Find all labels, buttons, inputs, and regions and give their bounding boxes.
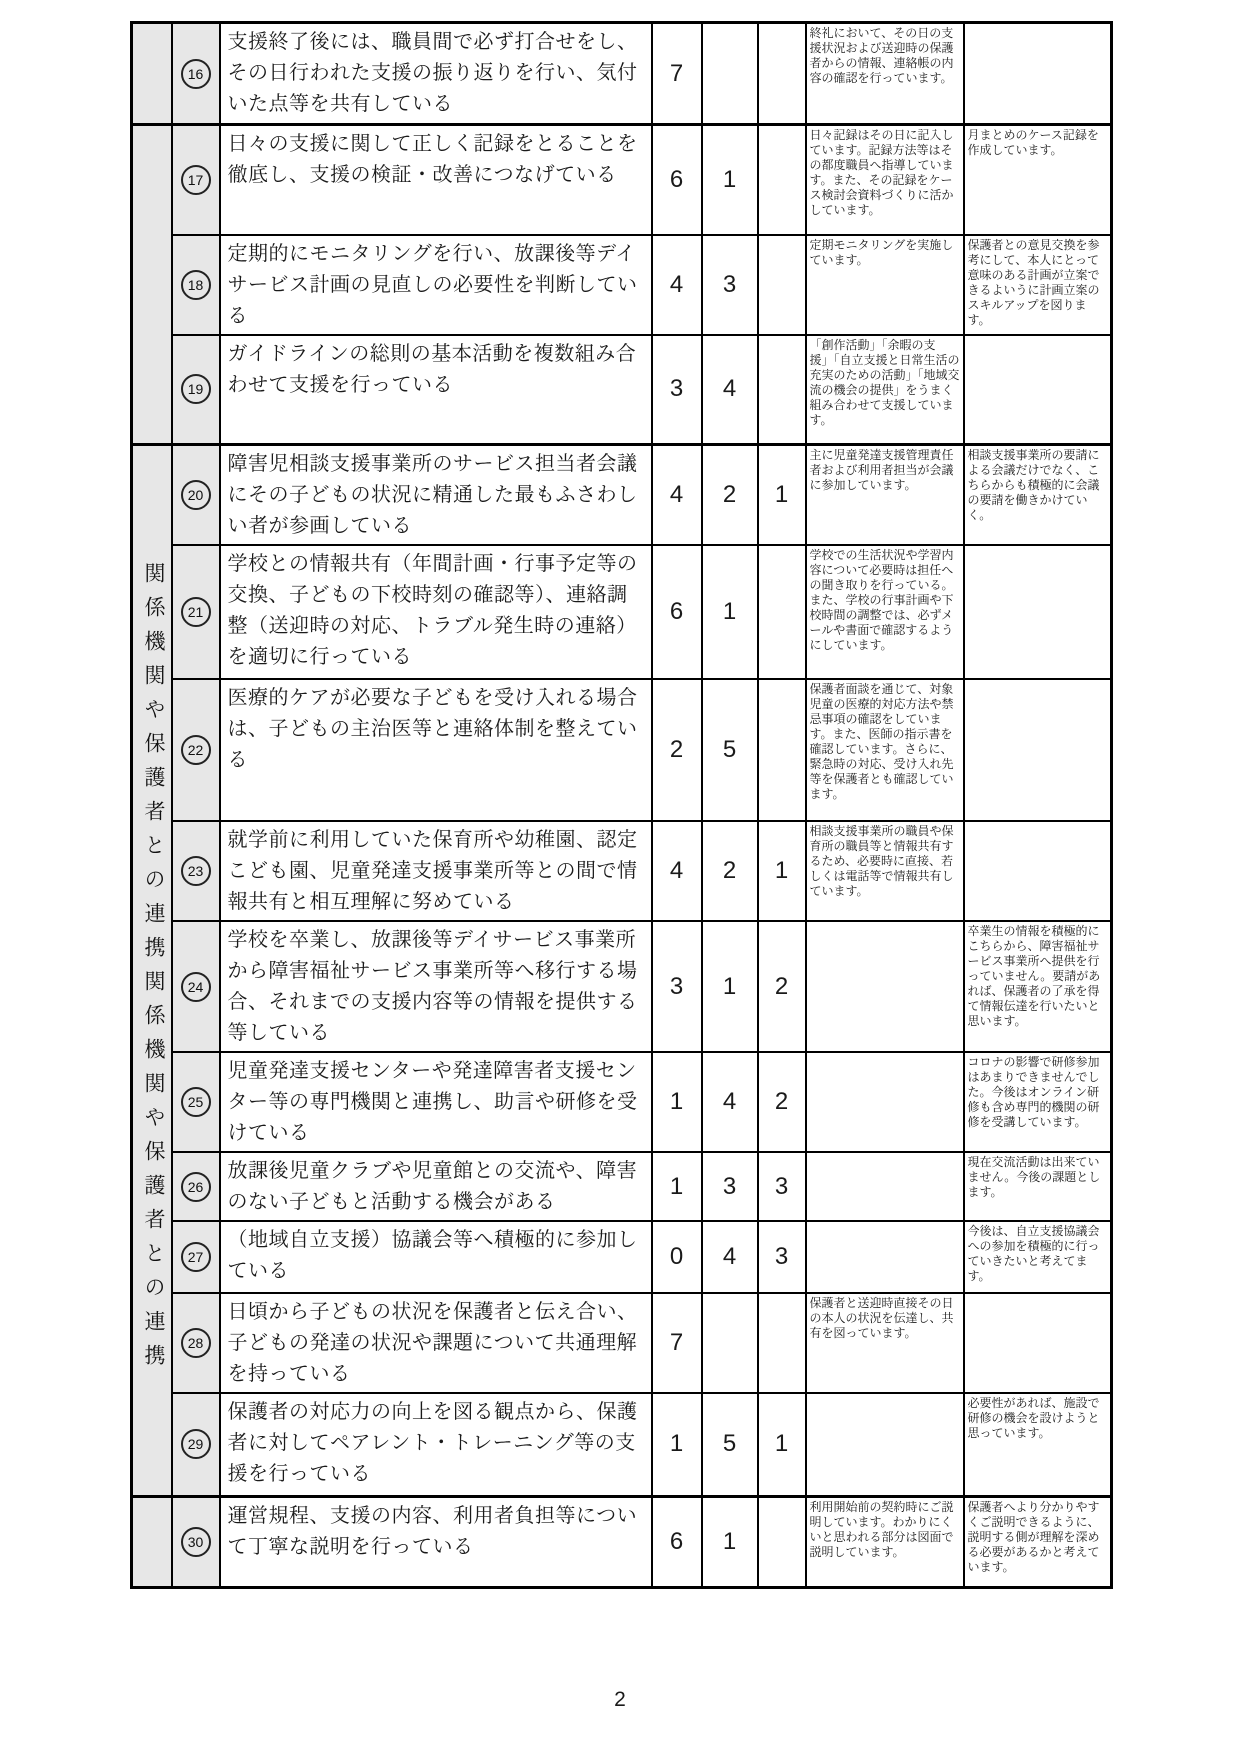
comment-1-cell: 終礼において、その日の支援状況および送迎時の保護者からの情報、連絡帳の内容の確認を行っています。: [806, 23, 964, 125]
question-text: 日頃から子どもの状況を保護者と伝え合い、子どもの発達の状況や課題について共通理解を持っている: [220, 1293, 652, 1393]
item-number-badge: 20: [181, 480, 211, 510]
table-row: [132, 1052, 1112, 1152]
count-2: 1: [702, 125, 758, 235]
table-row: [132, 235, 1112, 335]
item-number-cell: [172, 545, 220, 679]
item-number-badge: 25: [181, 1087, 211, 1117]
count-3: [758, 335, 806, 445]
comment-1-cell: [806, 1221, 964, 1293]
comment-1-cell: 「創作活動」「余暇の支援」「自立支援と日常生活の充実のための活動」「地域交流の機会の提供」をうまく組み合わせて支援しています。: [806, 335, 964, 445]
item-number-badge: 27: [181, 1242, 211, 1272]
count-3: 2: [758, 1052, 806, 1152]
table-row: [132, 1496, 1112, 1587]
count-1: 6: [652, 1496, 702, 1587]
item-number-badge: 16: [181, 59, 211, 89]
count-3: 1: [758, 1393, 806, 1496]
comment-1-cell: 相談支援事業所の職員や保育所の職員等と情報共有するため、必要時に直接、若しくは電話等で情報共有しています。: [806, 821, 964, 921]
count-2: 4: [702, 1052, 758, 1152]
comment-2-cell: 保護者へより分かりやすくご説明できるように、説明する側が理解を深める必要があるかと考えています。: [964, 1496, 1112, 1587]
count-1: 7: [652, 23, 702, 125]
count-2: 2: [702, 445, 758, 546]
question-text: 児童発達支援センターや発達障害者支援センター等の専門機関と連携し、助言や研修を受けている: [220, 1052, 652, 1152]
comment-2-cell: [964, 679, 1112, 821]
item-number-cell: [172, 23, 220, 125]
comment-1-cell: 利用開始前の契約時にご説明しています。わかりにくいと思われる部分は図面で説明しています。: [806, 1496, 964, 1587]
count-2: 1: [702, 921, 758, 1052]
item-number-cell: [172, 1052, 220, 1152]
table-row: [132, 125, 1112, 235]
item-number-badge: 26: [181, 1172, 211, 1202]
item-number-badge: 29: [181, 1429, 211, 1459]
comment-1-cell: [806, 921, 964, 1052]
count-3: 2: [758, 921, 806, 1052]
category-cell: [132, 1496, 172, 1587]
comment-2-cell: [964, 545, 1112, 679]
item-number-cell: [172, 1393, 220, 1496]
self-evaluation-table: [130, 21, 1113, 1589]
count-1: 2: [652, 679, 702, 821]
table-row: [132, 1152, 1112, 1221]
item-number-cell: [172, 679, 220, 821]
category-cell: [132, 125, 172, 445]
count-3: [758, 235, 806, 335]
question-text: 運営規程、支援の内容、利用者負担等について丁寧な説明を行っている: [220, 1496, 652, 1587]
comment-1-cell: 日々記録はその日に記入しています。記録方法等はその都度職員へ指導しています。また、その記録をケース検討会資料づくりに活かしています。: [806, 125, 964, 235]
count-2: 1: [702, 1496, 758, 1587]
count-2: [702, 23, 758, 125]
count-3: [758, 23, 806, 125]
comment-1-cell: 主に児童発達支援管理責任者および利用者担当が会議に参加しています。: [806, 445, 964, 546]
question-text: 放課後児童クラブや児童館との交流や、障害のない子どもと活動する機会がある: [220, 1152, 652, 1221]
item-number-badge: 17: [181, 165, 211, 195]
item-number-cell: [172, 1221, 220, 1293]
table-row: [132, 545, 1112, 679]
item-number-badge: 23: [181, 856, 211, 886]
comment-2-cell: 相談支援事業所の要請による会議だけでなく、こちらからも積極的に会議の要請を働きかけていく。: [964, 445, 1112, 546]
question-text: （地域自立支援）協議会等へ積極的に参加している: [220, 1221, 652, 1293]
comment-2-cell: 月まとめのケース記録を作成しています。: [964, 125, 1112, 235]
count-1: 1: [652, 1152, 702, 1221]
count-2: 5: [702, 1393, 758, 1496]
count-1: 1: [652, 1393, 702, 1496]
item-number-badge: 28: [181, 1328, 211, 1358]
count-2: 4: [702, 335, 758, 445]
count-3: [758, 679, 806, 821]
item-number-badge: 18: [181, 270, 211, 300]
question-text: 学校との情報共有（年間計画・行事予定等の交換、子どもの下校時刻の確認等）、連絡調整（送迎時の対応、トラブル発生時の連絡）を適切に行っている: [220, 545, 652, 679]
count-2: 2: [702, 821, 758, 921]
table-row: [132, 23, 1112, 125]
count-1: 6: [652, 545, 702, 679]
comment-2-cell: 現在交流活動は出来ていません。今後の課題とします。: [964, 1152, 1112, 1221]
item-number-cell: [172, 125, 220, 235]
comment-1-cell: [806, 1152, 964, 1221]
count-2: 1: [702, 545, 758, 679]
item-number-badge: 24: [181, 972, 211, 1002]
category-cell: [132, 23, 172, 125]
table-row: [132, 1221, 1112, 1293]
question-text: 支援終了後には、職員間で必ず打合せをし、その日行われた支援の振り返りを行い、気付いた点等を共有している: [220, 23, 652, 125]
item-number-badge: 30: [181, 1527, 211, 1557]
item-number-cell: [172, 821, 220, 921]
count-3: 3: [758, 1152, 806, 1221]
count-3: [758, 545, 806, 679]
evaluation-sheet: [130, 21, 1113, 1589]
comment-2-cell: [964, 23, 1112, 125]
table-row: [132, 1393, 1112, 1496]
question-text: 障害児相談支援事業所のサービス担当者会議にその子どもの状況に精通した最もふさわしい者が参画している: [220, 445, 652, 546]
count-2: [702, 1293, 758, 1393]
item-number-badge: 19: [181, 374, 211, 404]
count-2: 3: [702, 235, 758, 335]
item-number-cell: [172, 235, 220, 335]
comment-1-cell: [806, 1393, 964, 1496]
table-row: [132, 1293, 1112, 1393]
comment-1-cell: 保護者面談を通じて、対象児童の医療的対応方法や禁忌事項の確認をしています。また、医師の指示書を確認しています。さらに、緊急時の対応、受け入れ先等を保護者とも確認しています。: [806, 679, 964, 821]
item-number-cell: [172, 921, 220, 1052]
question-text: ガイドラインの総則の基本活動を複数組み合わせて支援を行っている: [220, 335, 652, 445]
count-3: [758, 1293, 806, 1393]
item-number-cell: [172, 1293, 220, 1393]
count-3: [758, 125, 806, 235]
comment-2-cell: 今後は、自立支援協議会への参加を積極的に行っていきたいと考えてます。: [964, 1221, 1112, 1293]
question-text: 定期的にモニタリングを行い、放課後等デイサービス計画の見直しの必要性を判断している: [220, 235, 652, 335]
table-row: [132, 921, 1112, 1052]
item-number-cell: [172, 1496, 220, 1587]
count-1: 0: [652, 1221, 702, 1293]
table-row: [132, 821, 1112, 921]
comment-2-cell: [964, 1293, 1112, 1393]
table-row: [132, 335, 1112, 445]
count-2: 4: [702, 1221, 758, 1293]
count-3: [758, 1496, 806, 1587]
question-text: 保護者の対応力の向上を図る観点から、保護者に対してペアレント・トレーニング等の支援を行っている: [220, 1393, 652, 1496]
count-1: 1: [652, 1052, 702, 1152]
item-number-cell: [172, 335, 220, 445]
comment-1-cell: [806, 1052, 964, 1152]
item-number-badge: 22: [181, 735, 211, 765]
count-1: 4: [652, 821, 702, 921]
comment-1-cell: 定期モニタリングを実施しています。: [806, 235, 964, 335]
count-1: 6: [652, 125, 702, 235]
category-label: 関係機関や保護者との連携関係機関や保護者との連携: [142, 562, 165, 1379]
count-1: 4: [652, 235, 702, 335]
count-1: 7: [652, 1293, 702, 1393]
question-text: 学校を卒業し、放課後等デイサービス事業所から障害福祉サービス事業所等へ移行する場合、それまでの支援内容等の情報を提供する等している: [220, 921, 652, 1052]
item-number-badge: 21: [181, 597, 211, 627]
item-number-cell: [172, 1152, 220, 1221]
item-number-cell: [172, 445, 220, 546]
count-3: 1: [758, 445, 806, 546]
comment-1-cell: 学校での生活状況や学習内容について必要時は担任への聞き取りを行っている。また、学校の行事計画や下校時間の調整では、必ずメールや書面で確認するようにしています。: [806, 545, 964, 679]
table-row: [132, 445, 1112, 546]
count-1: 3: [652, 335, 702, 445]
comment-2-cell: 必要性があれば、施設で研修の機会を設けようと思っています。: [964, 1393, 1112, 1496]
count-1: 3: [652, 921, 702, 1052]
count-2: 5: [702, 679, 758, 821]
question-text: 就学前に利用していた保育所や幼稚園、認定こども園、児童発達支援事業所等との間で情報共有と相互理解に努めている: [220, 821, 652, 921]
comment-2-cell: [964, 821, 1112, 921]
comment-2-cell: コロナの影響で研修参加はあまりできませんでした。今後はオンライン研修も含め専門的機関の研修を受講しています。: [964, 1052, 1112, 1152]
count-3: 1: [758, 821, 806, 921]
comment-2-cell: 卒業生の情報を積極的にこちらから、障害福祉サービス事業所へ提供を行っていません。要請があれば、保護者の了承を得て情報伝達を行いたいと思います。: [964, 921, 1112, 1052]
question-text: 医療的ケアが必要な子どもを受け入れる場合は、子どもの主治医等と連絡体制を整えている: [220, 679, 652, 821]
comment-2-cell: [964, 335, 1112, 445]
count-1: 4: [652, 445, 702, 546]
page-number: 2: [614, 1688, 626, 1711]
count-3: 3: [758, 1221, 806, 1293]
count-2: 3: [702, 1152, 758, 1221]
category-cell: [132, 445, 172, 1497]
comment-2-cell: 保護者との意見交換を参考にして、本人にとって意味のある計画が立案できるよいうに計画立案のスキルアップを図ります。: [964, 235, 1112, 335]
question-text: 日々の支援に関して正しく記録をとることを徹底し、支援の検証・改善につなげている: [220, 125, 652, 235]
comment-1-cell: 保護者と送迎時直接その日の本人の状況を伝達し、共有を図っています。: [806, 1293, 964, 1393]
table-row: [132, 679, 1112, 821]
